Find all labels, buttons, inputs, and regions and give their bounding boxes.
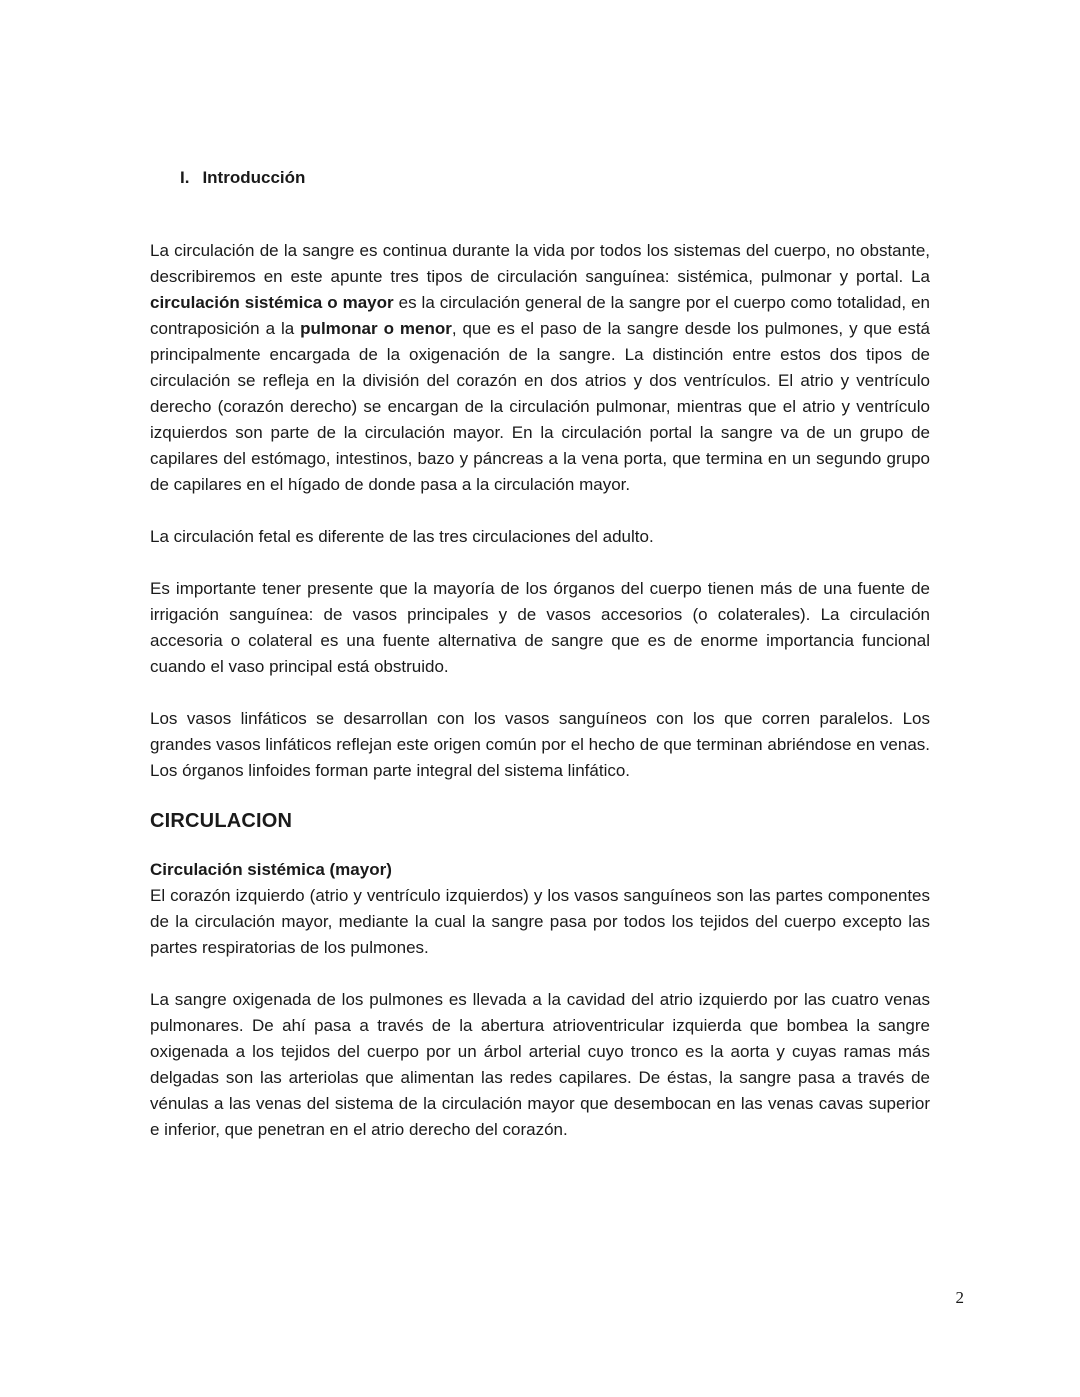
section-title-circulacion: CIRCULACION: [150, 810, 293, 832]
paragraph-left-heart: El corazón izquierdo (atrio y ventrículo izquierdos) y los vasos sanguíneos son las partes componentes de la circulación mayor, mediante la cual la sangre pasa por todos los tejidos del cuerpo excepto las partes respiratorias de los pulmones.: [150, 886, 930, 957]
intro-heading-numeral: I.: [180, 168, 190, 187]
paragraph-accessory-circulation: Es importante tener presente que la mayoría de los órganos del cuerpo tienen más de una fuente de irrigación sanguínea: de vasos principales y de vasos accesorios (o colaterales). La circulación accesoria o colateral es una fuente alternativa de sangre que es de enorme importancia funcional cuando el vaso principal está obstruido.: [150, 579, 930, 676]
paragraph-circulation-overview: La circulación de la sangre es continua durante la vida por todos los sistemas del cuerpo, no obstante, describiremos en este apunte tres tipos de circulación sanguínea: sistémica, pulmonar y portal. La circulación sistémica o mayor es la circulación general de la sangre por el cuerpo como totalidad, en contraposición a la pulmonar o menor, que es el paso de la sangre desde los pulmones, y que está principalmente encargada de la oxigenación de la sangre. La distinción entre estos dos tipos de circulación se refleja en la división del corazón en dos atrios y dos ventrículos. El atrio y ventrículo derecho (corazón derecho) se encargan de la circulación pulmonar, mientras que el atrio y ventrículo izquierdos son parte de la circulación mayor. En la circulación portal la sangre va de un grupo de capilares del estómago, intestinos, bazo y páncreas a la vena porta, que termina en un segundo grupo de capilares en el hígado de donde pasa a la circulación mayor.: [150, 241, 931, 494]
subsection-title-sistemica: Circulación sistémica (mayor): [150, 860, 392, 879]
paragraph-oxygenated-blood: La sangre oxigenada de los pulmones es llevada a la cavidad del atrio izquierdo por las cuatro venas pulmonares. De ahí pasa a través de la abertura atrioventricular izquierda que bombea la sangre oxigenada a los tejidos del cuerpo por un árbol arterial cuyo tronco es la aorta y cuyas ramas más delgadas son las arteriolas que alimentan las redes capilares. De éstas, la sangre pasa a través de vénulas a las venas del sistema de la circulación mayor que desembocan en las venas cavas superior e inferior, que penetran en el atrio derecho del corazón.: [150, 990, 930, 1139]
intro-heading: [180, 168, 930, 188]
page-number: 2: [955, 1288, 964, 1307]
paragraph-fetal-circulation: La circulación fetal es diferente de las tres circulaciones del adulto.: [150, 527, 654, 546]
intro-heading-label: Introducción: [202, 168, 306, 187]
paragraph-lymphatic-vessels: Los vasos linfáticos se desarrollan con los vasos sanguíneos con los que corren paralelos. Los grandes vasos linfáticos reflejan este origen común por el hecho de que terminan abriéndose en venas. Los órganos linfoides forman parte integral del sistema linfático.: [150, 709, 930, 780]
